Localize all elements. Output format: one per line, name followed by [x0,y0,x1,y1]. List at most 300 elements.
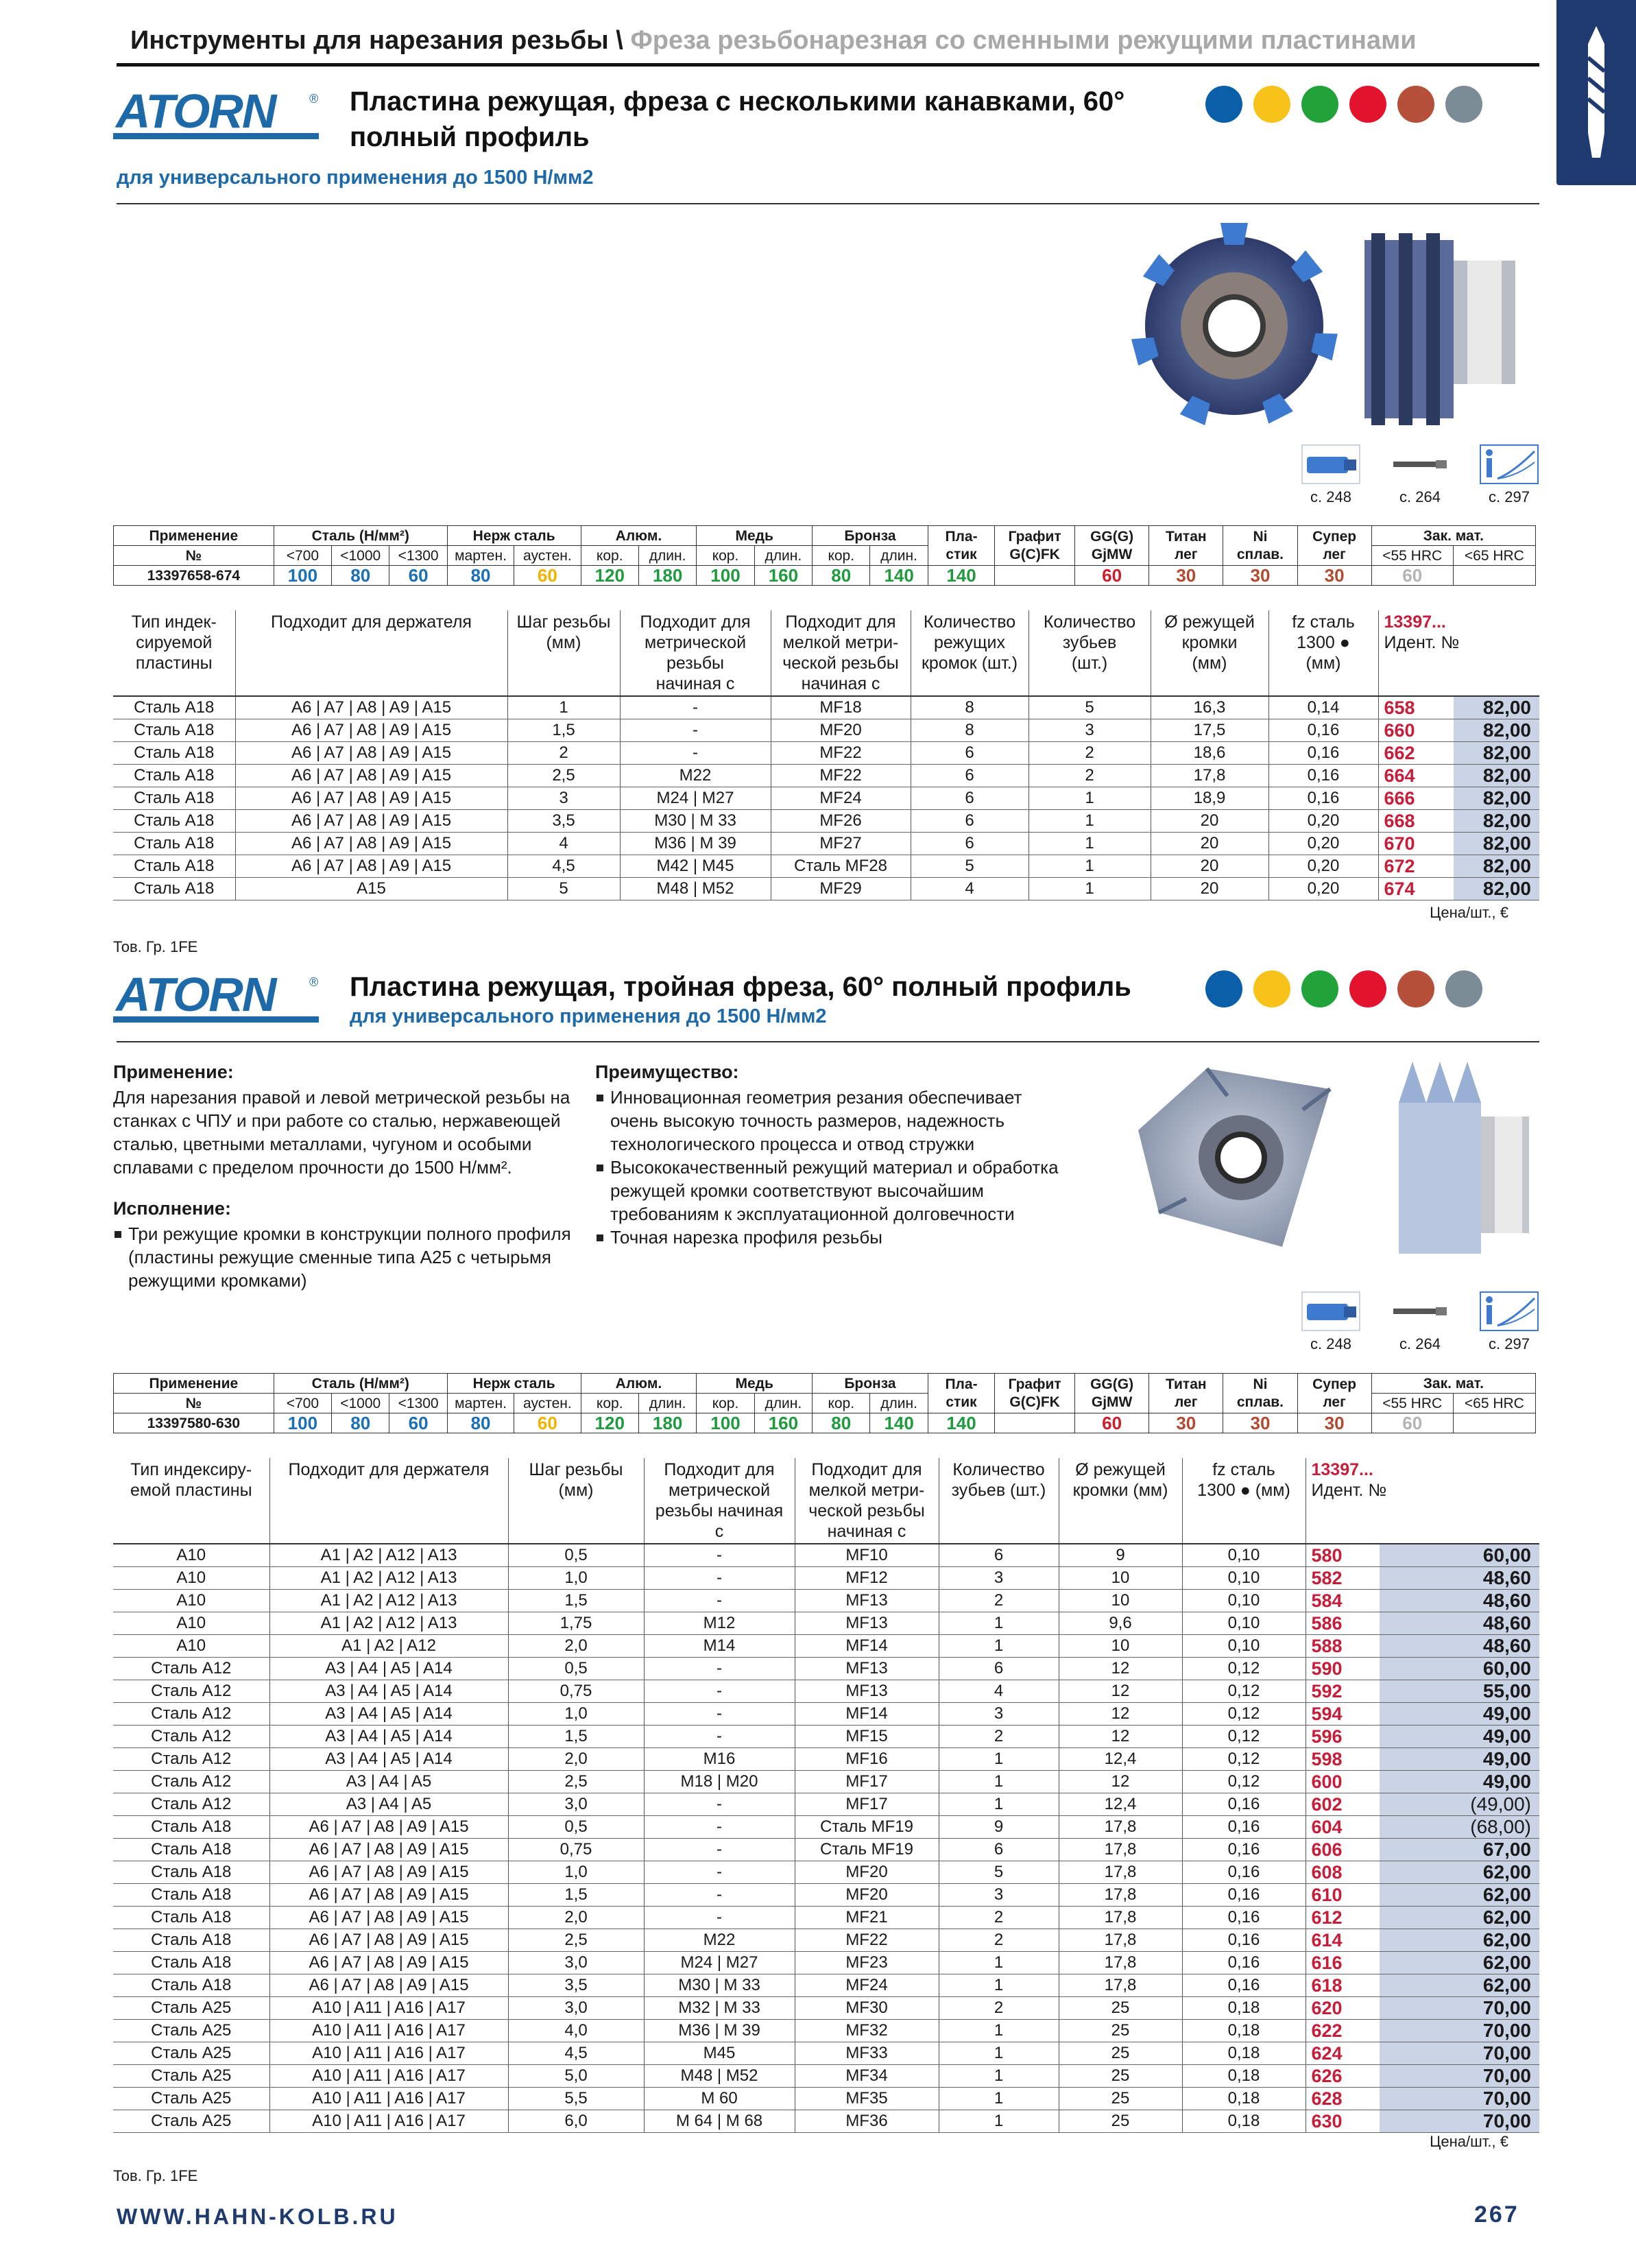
table-cell: Сталь A25 [113,2110,269,2133]
table-cell: 0,12 [1182,1658,1306,1680]
table-cell: 3,5 [507,810,620,833]
table-row [113,1544,1539,1567]
price: 49,00 [1380,1726,1539,1748]
app-header-cell: Сталь (Н/мм²) [274,526,447,546]
price: 49,00 [1380,1703,1539,1726]
table-cell: 10 [1059,1635,1182,1658]
table-cell: Сталь A18 [113,810,235,833]
list-item: Три режущие кромки в конструкции полного профиля (пластины режущие сменные типа A25 с четырьмя режущими кромками) [113,1222,579,1292]
app-header-cell: кор. [697,1394,754,1413]
ident-number: 666 [1378,787,1454,810]
table-row [113,1635,1539,1658]
table-cell: 2 [939,1929,1059,1952]
table-row [113,719,1539,742]
table-row [113,1884,1539,1907]
table-cell: Сталь A18 [113,855,235,878]
app-header-cell: Алюм. [581,526,697,546]
table-row [113,1771,1539,1793]
price: (49,00) [1380,1793,1539,1816]
reference-holder[interactable] [1301,1291,1360,1353]
table-cell: 4 [911,878,1028,900]
table-cell: M24 | M27 [620,787,771,810]
application-block [113,1062,579,1292]
table-cell: 6 [911,833,1028,855]
table-cell: A3 | A4 | A5 [269,1793,508,1816]
table-cell: A6 | A7 | A8 | A9 | A15 [269,1974,508,1997]
app-value: 60 [1075,1413,1149,1433]
app-header-cell: Медь [697,1374,813,1394]
table-cell: 0,16 [1182,1793,1306,1816]
table-cell: MF24 [771,787,911,810]
column-header: Подходит для метрической резьбы начиная с [620,610,771,696]
table-cell: Сталь A18 [113,1816,269,1839]
table-cell: 5 [1028,696,1151,719]
app-header-cell: <55 HRC [1371,546,1453,566]
app-header-cell: Пла- стик [928,1374,994,1413]
table-cell: 1,0 [508,1703,644,1726]
product-image [1111,1048,1536,1271]
table-cell: A3 | A4 | A5 | A14 [269,1703,508,1726]
table-cell: Сталь A18 [113,765,235,787]
app-header-cell: № [114,1394,274,1413]
table-cell: MF29 [771,878,911,900]
header-separator: \ [616,26,623,55]
price: 82,00 [1454,787,1539,810]
color-dot-nonferrous [1301,86,1338,123]
table-cell: 17,8 [1059,1816,1182,1839]
section-rule [117,1041,1539,1042]
table-cell: 0,16 [1268,787,1378,810]
brand-name: ATORN [116,968,276,1021]
table-cell: - [644,1816,795,1839]
table-row [113,1816,1539,1839]
table-cell: 12 [1059,1771,1182,1793]
app-header-cell: <55 HRC [1371,1394,1453,1413]
app-header-cell: Зак. мат. [1371,1374,1535,1394]
color-dot-nonferrous [1301,970,1338,1007]
table-cell: 5 [507,878,620,900]
price: 62,00 [1380,1907,1539,1929]
id-label: Идент. № [1311,1481,1387,1500]
table-cell: Сталь A18 [113,878,235,900]
column-header: Подходит для мелкой метри- ческой резьбы начиная с [795,1458,939,1544]
table-cell: MF17 [795,1793,939,1816]
app-header-cell: Бронза [813,526,928,546]
table-cell: 25 [1059,2065,1182,2088]
table-cell: 0,10 [1182,1567,1306,1590]
table-cell: 2 [1028,765,1151,787]
table-row [113,1952,1539,1974]
table-cell: Сталь A18 [113,696,235,719]
table-cell: A6 | A7 | A8 | A9 | A15 [269,1907,508,1929]
app-header-cell: Применение [114,1374,274,1394]
table-cell: 0,16 [1182,1952,1306,1974]
table-cell: 0,20 [1268,878,1378,900]
table-cell: 4,5 [507,855,620,878]
column-header: Подходит для метрической резьбы начиная с [644,1458,795,1544]
table-cell: 17,8 [1059,1952,1182,1974]
table-header-row [113,610,1539,696]
table-cell: 0,10 [1182,1635,1306,1658]
material-color-dots [1205,86,1482,123]
table-cell: 2,5 [508,1771,644,1793]
table-cell: 0,16 [1268,765,1378,787]
ident-number: 590 [1306,1658,1380,1680]
table-cell: 2,0 [508,1907,644,1929]
table-cell: A3 | A4 | A5 | A14 [269,1748,508,1771]
table-cell: 0,14 [1268,696,1378,719]
reference-label: с. 264 [1399,488,1441,505]
price: (68,00) [1380,1816,1539,1839]
reference-label: с. 297 [1489,1335,1530,1352]
table-cell: A10 | A11 | A16 | A17 [269,2110,508,2133]
app-value: 80 [332,566,389,586]
svg-text:®: ® [309,92,319,106]
header-subcategory: Фреза резьбонарезная со сменными режущими пластинами [630,26,1417,55]
column-header-id [1306,1458,1539,1544]
table-cell: - [644,1793,795,1816]
app-value [1453,1413,1535,1433]
ident-number: 594 [1306,1703,1380,1726]
table-cell: M24 | M27 [644,1952,795,1974]
table-cell: 1 [939,1748,1059,1771]
table-cell: 12 [1059,1680,1182,1703]
table-row [113,1703,1539,1726]
table-cell: 1,5 [508,1726,644,1748]
table-cell: M22 [644,1929,795,1952]
table-row [113,696,1539,719]
table-cell: 0,20 [1268,833,1378,855]
chapter-tab [1556,0,1636,185]
table-cell: Сталь A18 [113,833,235,855]
app-value: 60 [389,1413,447,1433]
table-cell: MF20 [771,719,911,742]
table-cell: 16,3 [1151,696,1268,719]
price: 62,00 [1380,1974,1539,1997]
reference-label: с. 297 [1489,488,1530,505]
app-value: 80 [813,1413,870,1433]
table-cell: 0,16 [1182,1929,1306,1952]
table-cell: - [644,1703,795,1726]
app-header-cell: аустен. [514,1394,581,1413]
table-cell: 1 [939,1974,1059,1997]
app-value: 60 [389,566,447,586]
table-cell: 1 [939,2088,1059,2110]
ident-number: 628 [1306,2088,1380,2110]
table-cell: Сталь A25 [113,1997,269,2020]
table-cell: MF30 [795,1997,939,2020]
application-heading: Применение: [113,1062,234,1082]
ident-number: 586 [1306,1612,1380,1635]
table-cell: 0,20 [1268,855,1378,878]
table-cell: 18,9 [1151,787,1268,810]
table-cell: 1,0 [508,1861,644,1884]
table-cell: 2,0 [508,1635,644,1658]
app-header-cell: <65 HRC [1453,1394,1535,1413]
app-header-cell: аустен. [514,546,581,566]
table-cell: 10 [1059,1567,1182,1590]
table-cell: 0,18 [1182,2042,1306,2065]
price: 70,00 [1380,2065,1539,2088]
app-value: 140 [928,566,994,586]
table-cell: Сталь A12 [113,1793,269,1816]
column-header: fz сталь 1300 ● (мм) [1268,610,1378,696]
page-number: 267 [1474,2201,1519,2228]
table-cell: M45 [644,2042,795,2065]
table-cell: 0,75 [508,1839,644,1861]
app-value: 180 [638,1413,696,1433]
table-row [113,2020,1539,2042]
table-cell: 5,5 [508,2088,644,2110]
table-cell: MF12 [795,1567,939,1590]
table-cell: A6 | A7 | A8 | A9 | A15 [235,742,507,765]
table-row [113,810,1539,833]
id-prefix: 13397... [1384,612,1446,632]
color-dot-special [1445,86,1482,123]
table-cell: MF18 [771,696,911,719]
app-header-cell: Применение [114,526,274,546]
app-value: 100 [697,566,754,586]
table-row [113,2088,1539,2110]
app-value: 100 [697,1413,754,1433]
table-cell: - [620,719,771,742]
brand-logo [113,82,326,144]
app-header-cell: Титан лег [1149,1374,1223,1413]
ident-number: 600 [1306,1771,1380,1793]
table-cell: M36 | M 39 [644,2020,795,2042]
app-value: 60 [1075,566,1149,586]
table-cell: A10 [113,1590,269,1612]
table-cell: M42 | M45 [620,855,771,878]
table-cell: MF15 [795,1726,939,1748]
product-title: Пластина режущая, тройная фреза, 60° полный профиль [350,972,1131,1002]
shank-icon [1391,444,1449,484]
app-value: 80 [813,566,870,586]
app-value [1453,566,1535,586]
info-icon [1480,444,1539,484]
table-cell: MF10 [795,1544,939,1567]
column-header: Шаг резьбы (мм) [508,1458,644,1544]
table-cell: M48 | M52 [644,2065,795,2088]
table-cell: MF20 [795,1884,939,1907]
app-header-cell: <1000 [332,546,389,566]
table-row [113,1997,1539,2020]
table-cell: 3 [939,1884,1059,1907]
table-cell: - [620,696,771,719]
price: 70,00 [1380,1997,1539,2020]
table-cell: A10 [113,1567,269,1590]
app-value: 160 [754,566,812,586]
app-article-number: 13397658-674 [114,566,274,586]
table-cell: 12 [1059,1658,1182,1680]
price: 62,00 [1380,1884,1539,1907]
table-cell: MF16 [795,1748,939,1771]
table-cell: 9 [1059,1544,1182,1567]
column-header: Ø режущей кромки (мм) [1151,610,1268,696]
table-cell: A6 | A7 | A8 | A9 | A15 [235,719,507,742]
table-cell: 3 [939,1703,1059,1726]
table-cell: M 64 | M 68 [644,2110,795,2133]
table-cell: 12 [1059,1703,1182,1726]
reference-holder[interactable] [1301,444,1360,506]
table-cell: 5,0 [508,2065,644,2088]
table-cell: 25 [1059,2042,1182,2065]
table-cell: 1 [939,2065,1059,2088]
price: 60,00 [1380,1544,1539,1567]
table-cell: M12 [644,1612,795,1635]
app-header-cell: Ni сплав. [1223,526,1297,566]
table-cell: MF32 [795,2020,939,2042]
ident-number: 660 [1378,719,1454,742]
app-header-cell: кор. [813,546,870,566]
table-cell: 3 [939,1567,1059,1590]
table-cell: MF26 [771,810,911,833]
table-cell: MF35 [795,2088,939,2110]
app-value: 30 [1223,1413,1297,1433]
app-header-cell: мартен. [447,546,514,566]
table-cell: - [644,1590,795,1612]
table-cell: 0,20 [1268,810,1378,833]
table-cell: Сталь A25 [113,2088,269,2110]
ident-number: 604 [1306,1816,1380,1839]
application-table [113,1373,1536,1433]
execution-list [113,1222,579,1292]
footer-url[interactable]: WWW.HAHN-KOLB.RU [117,2204,398,2229]
table-cell: 1 [939,1612,1059,1635]
price: 67,00 [1380,1839,1539,1861]
table-cell: M36 | M 39 [620,833,771,855]
table-cell: A6 | A7 | A8 | A9 | A15 [269,1884,508,1907]
table-cell: 1 [1028,833,1151,855]
table-cell: Сталь A18 [113,742,235,765]
table-row [113,2110,1539,2133]
table-cell: M32 | M 33 [644,1997,795,2020]
table-row [113,878,1539,900]
table-cell: A10 [113,1612,269,1635]
table-row [113,855,1539,878]
color-dot-hard [1397,970,1434,1007]
holder-icon [1301,1291,1360,1331]
app-value: 120 [581,1413,638,1433]
app-header-cell: Графит G(C)FK [995,526,1075,566]
table-cell: 2,5 [507,765,620,787]
app-header-cell: длин. [754,546,812,566]
table-cell: 3 [507,787,620,810]
price: 82,00 [1454,765,1539,787]
column-header: Тип индексиру- емой пластины [113,1458,269,1544]
advantage-block [595,1062,1061,1249]
app-value: 180 [638,566,696,586]
product-table-body [113,696,1539,900]
price: 82,00 [1454,696,1539,719]
table-cell: 0,12 [1182,1703,1306,1726]
table-cell: Сталь A25 [113,2020,269,2042]
table-row [113,2065,1539,2088]
table-cell: 1 [939,2110,1059,2133]
table-cell: M30 | M 33 [644,1974,795,1997]
table-cell: 1 [939,2020,1059,2042]
table-cell: - [644,1544,795,1567]
app-article-number: 13397580-630 [114,1413,274,1433]
price: 82,00 [1454,810,1539,833]
table-cell: 3,5 [508,1974,644,1997]
table-cell: 6 [911,765,1028,787]
app-value: 120 [581,566,638,586]
table-cell: 3,0 [508,1952,644,1974]
multi-groove-insert-image [1118,213,1529,439]
atorn-logo [113,966,326,1027]
app-value: 30 [1297,566,1371,586]
table-cell: 6 [939,1658,1059,1680]
app-header-cell: Титан лег [1149,526,1223,566]
app-value: 140 [928,1413,994,1433]
table-cell: 17,8 [1059,1861,1182,1884]
table-cell: 3,0 [508,1793,644,1816]
app-header-cell: <1300 [389,546,447,566]
color-dot-hard [1397,86,1434,123]
table-cell: - [644,1567,795,1590]
execution-heading: Исполнение: [113,1198,231,1219]
app-value [995,566,1075,586]
table-cell: 0,5 [508,1658,644,1680]
table-cell: 20 [1151,833,1268,855]
table-cell: 1 [1028,878,1151,900]
table-cell: 0,16 [1182,1816,1306,1839]
table-cell: 0,5 [508,1544,644,1567]
list-item: Высококачественный режущий материал и обработка режущей кромки соответствуют высочайшим требованиям к эксплуатационной долговечности [595,1156,1061,1226]
table-cell: MF22 [771,742,911,765]
shank-icon [1391,1291,1449,1331]
advantage-list [595,1086,1061,1249]
app-header-cell: GG(G) GjMW [1075,1374,1149,1413]
color-dot-stainless [1253,970,1290,1007]
table-cell: 1 [939,2042,1059,2065]
table-cell: MF13 [795,1680,939,1703]
column-header: Шаг резьбы (мм) [507,610,620,696]
table-cell: MF13 [795,1658,939,1680]
table-cell: A6 | A7 | A8 | A9 | A15 [269,1861,508,1884]
table-cell: MF22 [795,1929,939,1952]
table-cell: A1 | A2 | A12 [269,1635,508,1658]
table-cell: MF14 [795,1703,939,1726]
reference-info[interactable] [1480,1291,1539,1353]
table-cell: 0,12 [1182,1726,1306,1748]
app-value: 30 [1223,566,1297,586]
svg-text:®: ® [309,975,319,989]
table-cell: Сталь A12 [113,1771,269,1793]
table-cell: 6 [911,787,1028,810]
product-group: Тов. Гр. 1FE [113,2167,198,2184]
table-cell: 0,18 [1182,2065,1306,2088]
price: 49,00 [1380,1771,1539,1793]
reference-shank[interactable] [1391,1291,1449,1353]
app-header-cell: Медь [697,526,813,546]
ident-number: 672 [1378,855,1454,878]
table-cell: 5 [911,855,1028,878]
price: 62,00 [1380,1952,1539,1974]
table-cell: A6 | A7 | A8 | A9 | A15 [235,696,507,719]
app-header-cell: <65 HRC [1453,546,1535,566]
table-cell: 0,10 [1182,1590,1306,1612]
reference-shank[interactable] [1391,444,1449,506]
table-cell: Сталь A18 [113,1974,269,1997]
price: 62,00 [1380,1929,1539,1952]
price: 82,00 [1454,833,1539,855]
reference-info[interactable] [1480,444,1539,506]
table-cell: MF36 [795,2110,939,2133]
app-header-cell: <700 [274,1394,331,1413]
table-cell: 17,8 [1059,1907,1182,1929]
